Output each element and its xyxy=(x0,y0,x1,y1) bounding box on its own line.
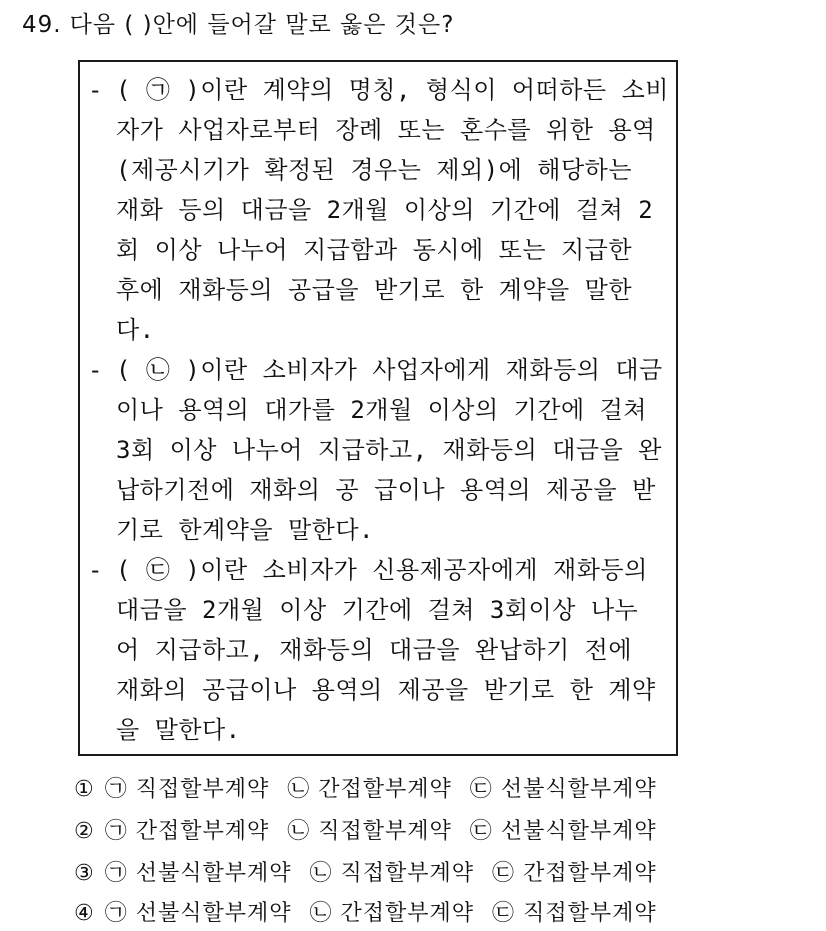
option-value: 간접할부계약 xyxy=(523,861,657,886)
passage-line: 이나 용역의 대가를 2개월 이상의 기간에 걸쳐 xyxy=(116,396,647,424)
option-marker: ㉢ xyxy=(492,861,516,886)
option-marker: ㉠ xyxy=(104,901,128,926)
option-value: 직접할부계약 xyxy=(340,861,475,886)
option-marker: ㉠ xyxy=(104,861,128,886)
answer-option-2[interactable] xyxy=(74,818,657,846)
passage-line: 3회 이상 나누어 지급하고, 재화등의 대금을 완 xyxy=(116,436,662,464)
answer-option-3[interactable] xyxy=(74,860,657,888)
passage-line: 회 이상 나누어 지급함과 동시에 또는 지급한 xyxy=(116,236,633,264)
option-marker: ㉡ xyxy=(287,777,311,802)
passage-line: ( ㉡ )이란 소비자가 사업자에게 재화등의 대금 xyxy=(116,356,663,384)
option-marker: ㉠ xyxy=(104,819,128,844)
passage-line: ( ㉢ )이란 소비자가 신용제공자에게 재화등의 xyxy=(116,556,648,584)
passage-line: 다. xyxy=(116,316,155,344)
option-value: 직접할부계약 xyxy=(135,777,270,802)
passage-line: 납하기전에 재화의 공 급이나 용역의 제공을 받 xyxy=(116,476,656,504)
option-marker: ㉡ xyxy=(309,861,333,886)
passage-bullet: - xyxy=(88,76,103,104)
option-marker: ㉢ xyxy=(492,901,516,926)
passage-line: ( ㉠ )이란 계약의 명칭, 형식이 어떠하든 소비 xyxy=(116,76,669,104)
question-number: 49. xyxy=(22,12,62,38)
option-value: 선불식할부계약 xyxy=(500,777,657,802)
option-marker: ㉢ xyxy=(469,777,493,802)
passage-line: (제공시기가 확정된 경우는 제외)에 해당하는 xyxy=(116,156,633,184)
option-number: ③ xyxy=(74,861,95,886)
option-value: 직접할부계약 xyxy=(318,819,452,844)
answer-option-4[interactable] xyxy=(74,900,657,928)
option-value: 선불식할부계약 xyxy=(135,861,292,886)
passage-box xyxy=(78,60,678,756)
option-value: 선불식할부계약 xyxy=(500,819,657,844)
option-value: 간접할부계약 xyxy=(135,819,270,844)
option-number: ② xyxy=(74,819,95,844)
option-marker: ㉡ xyxy=(309,901,333,926)
passage-line: 을 말한다. xyxy=(116,716,241,744)
passage-line: 재화의 공급이나 용역의 제공을 받기로 한 계약 xyxy=(116,676,656,704)
question-text: 다음 ( )안에 들어갈 말로 옳은 것은? xyxy=(69,12,455,38)
option-marker: ㉢ xyxy=(469,819,493,844)
option-value: 직접할부계약 xyxy=(523,901,657,926)
passage-bullet: - xyxy=(88,356,103,384)
option-value: 선불식할부계약 xyxy=(135,901,292,926)
passage-line: 자가 사업자로부터 장례 또는 혼수를 위한 용역 xyxy=(116,116,656,144)
option-number: ① xyxy=(74,777,95,802)
passage-line: 어 지급하고, 재화등의 대금을 완납하기 전에 xyxy=(116,636,633,664)
question-title xyxy=(22,6,454,39)
option-number: ④ xyxy=(74,901,95,926)
option-value: 간접할부계약 xyxy=(340,901,475,926)
option-marker: ㉡ xyxy=(287,819,311,844)
passage-bullet: - xyxy=(88,556,103,584)
option-value: 간접할부계약 xyxy=(318,777,452,802)
passage-line: 후에 재화등의 공급을 받기로 한 계약을 말한 xyxy=(116,276,633,304)
answer-option-1[interactable] xyxy=(74,776,657,804)
passage-line: 기로 한계약을 말한다. xyxy=(116,516,375,544)
passage-line: 재화 등의 대금을 2개월 이상의 기간에 걸쳐 2 xyxy=(116,196,654,224)
passage-line: 대금을 2개월 이상 기간에 걸쳐 3회이상 나누 xyxy=(116,596,639,624)
option-marker: ㉠ xyxy=(104,777,128,802)
